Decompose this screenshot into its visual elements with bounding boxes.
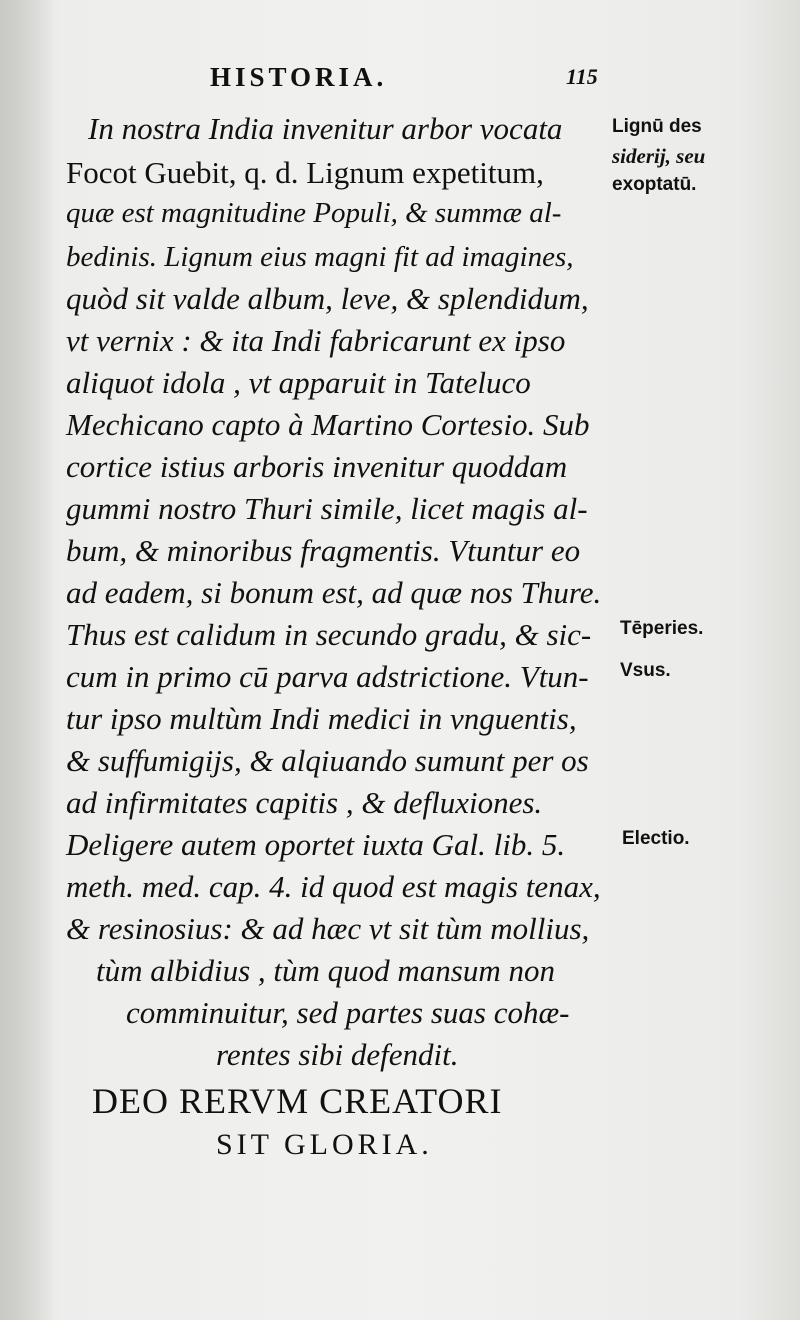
text-line: bedinis. Lignum eius magni fit ad imagines,: [66, 241, 574, 273]
text-line: ad eadem, si bonum est, ad quæ nos Thure.: [66, 575, 602, 610]
closing-line: SIT GLORIA.: [216, 1128, 433, 1161]
margin-note: siderij, seu: [612, 144, 706, 168]
text-line: tur ipso multùm Indi medici in vnguentis,: [66, 701, 577, 736]
closing-line: DEO RERVM CREATORI: [92, 1081, 503, 1121]
margin-note: Vsus.: [620, 660, 671, 681]
running-title: HISTORIA.: [210, 62, 388, 92]
page-number: 115: [566, 64, 598, 89]
text-line: Thus est calidum in secundo gradu, & sic-: [66, 617, 592, 652]
text-line: & resinosius: & ad hæc vt sit tùm mollius,: [66, 911, 590, 946]
margin-note: Electio.: [622, 828, 690, 849]
page-gutter-shadow: [0, 0, 55, 1320]
text-line: rentes sibi defendit.: [216, 1037, 459, 1072]
margin-note: exoptatū.: [612, 174, 697, 195]
text-line: quòd sit valde album, leve, & splendidum,: [66, 281, 589, 316]
text-line: meth. med. cap. 4. id quod est magis tenax,: [66, 869, 601, 904]
text-line: ad infirmitates capitis , & defluxiones.: [66, 785, 543, 820]
text-line: & suffumigijs, & alqiuando sumunt per os: [66, 743, 589, 778]
text-line: quæ est magnitudine Populi, & summæ al-: [66, 197, 562, 229]
text-line: Deligere autem oportet iuxta Gal. lib. 5.: [66, 827, 566, 862]
text-line: Mechicano capto à Martino Cortesio. Sub: [66, 407, 590, 442]
text-line: In nostra India invenitur arbor vocata: [88, 111, 563, 146]
text-line: bum, & minoribus fragmentis. Vtuntur eo: [66, 533, 581, 568]
text-line: gummi nostro Thuri simile, licet magis al-: [66, 491, 588, 526]
text-line: vt vernix : & ita Indi fabricarunt ex ipso: [66, 323, 566, 358]
margin-note: Tēperies.: [620, 618, 704, 639]
text-line: comminuitur, sed partes suas cohæ-: [126, 995, 570, 1030]
text-line: cum in primo cū parva adstrictione. Vtun-: [66, 659, 589, 694]
text-line: cortice istius arboris invenitur quoddam: [66, 449, 568, 484]
text-line: Focot Guebit, q. d. Lignum expetitum,: [66, 155, 544, 190]
text-line: tùm albidius , tùm quod mansum non: [96, 953, 555, 988]
margin-note: Lignū des: [612, 116, 702, 137]
text-line: aliquot idola , vt apparuit in Tateluco: [66, 365, 531, 400]
